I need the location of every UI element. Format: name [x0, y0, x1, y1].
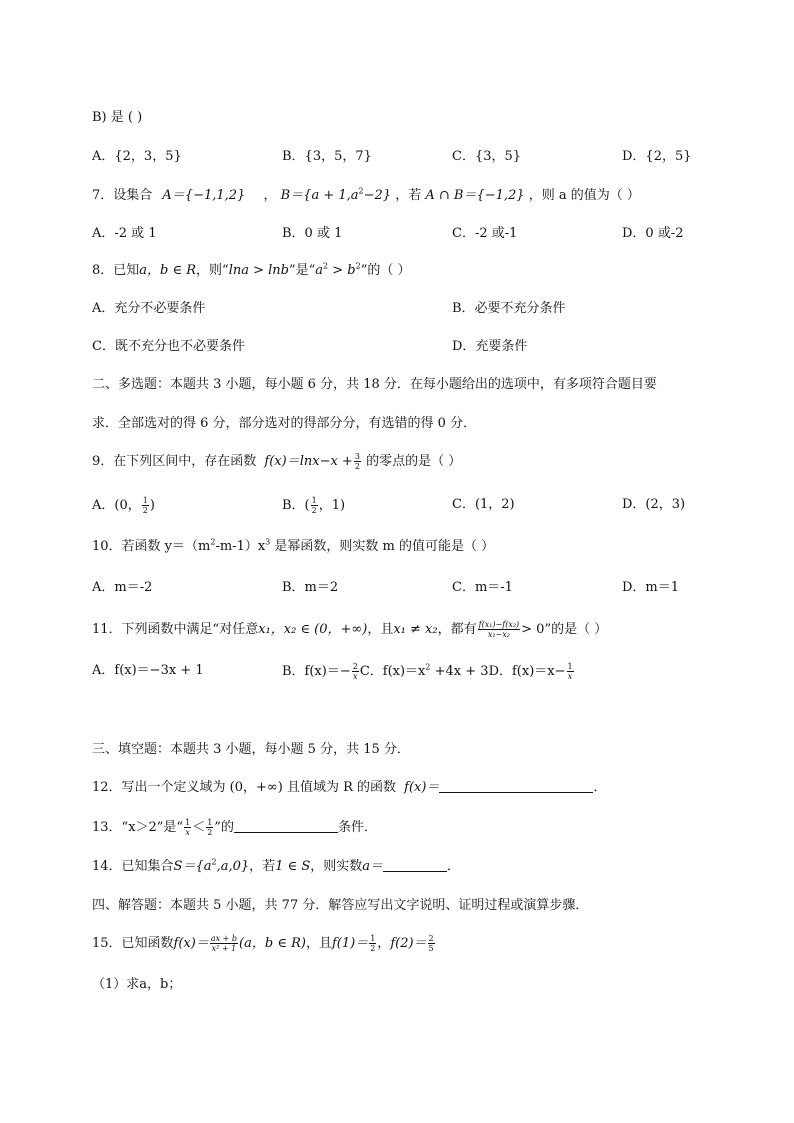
q15-vars: (a，b ∈ R) — [239, 936, 306, 951]
q9-frac-num: 3 — [354, 452, 360, 461]
q10-sup2: 3 — [265, 537, 271, 547]
q10-mid: -m-1）x — [215, 539, 266, 554]
q14-mid2: ，则实数 — [310, 859, 363, 874]
section3-heading: 三、填空题：本题共 3 小题，每小题 5 分，共 15 分． — [92, 742, 410, 757]
q15-f1-num: 1 — [370, 934, 376, 943]
q7-stem: 7．设集合 A＝{−1,1,2} ， $B=\{a + 1,a^2-2\}$ ，若 A ∩ B＝{−1,2} ，则 a 的值为（ ） — [92, 186, 640, 203]
q11-d-den: x — [567, 672, 573, 681]
q7-option-c: C．-2 或-1 — [452, 226, 518, 241]
q10-stem — [92, 538, 494, 556]
q15-fx: f(x)＝ — [173, 936, 209, 951]
q8-q-mid: > b — [328, 263, 356, 278]
q11-options-bcd — [282, 662, 575, 681]
q11-c-sup: 2 — [425, 662, 431, 672]
q6-option-a: A．{2，3，5} — [92, 149, 182, 164]
q13-stem — [92, 818, 377, 837]
q7-mid: ，若 — [395, 188, 422, 203]
q8-is: ”是“ — [288, 263, 316, 278]
q15-prefix: 15．已知函数 — [92, 936, 174, 951]
q13-lt: ＜ — [192, 820, 206, 835]
q15-frac-num: ax + b — [210, 934, 238, 943]
q15-fraction — [210, 934, 238, 953]
q9-prefix: 9．在下列区间中，存在函数 — [92, 454, 257, 469]
q9-fraction — [354, 452, 361, 471]
q15-f1-den: 2 — [370, 944, 376, 953]
q9-tail: 的零点的是（ ） — [366, 454, 462, 469]
q10-sup1: 2 — [210, 537, 216, 547]
q15-stem — [92, 934, 436, 953]
q13-answer-blank[interactable] — [234, 819, 338, 833]
q15-f2-den: 5 — [428, 944, 434, 953]
q14-answer-blank[interactable] — [383, 858, 447, 872]
q15-f2: f(2)＝ — [390, 936, 427, 951]
q8-stem — [92, 262, 411, 280]
q7-option-a: A．-2 或 1 — [92, 226, 157, 241]
q11-option-a: A．f(x)＝−3x + 1 — [92, 663, 204, 678]
q11-d-num: 1 — [567, 662, 573, 671]
q9-frac-den: 2 — [354, 462, 360, 471]
q11-b-pre: B．f(x)＝− — [282, 664, 351, 679]
section2-heading-line1: 二、多选题：本题共 3 小题，每小题 6 分，共 18 分．在每小题给出的选项中，有多项符合题目要 — [92, 377, 657, 392]
q13-mid: ”的 — [214, 820, 234, 835]
q10-option-a: A．m＝-2 — [92, 580, 153, 595]
q7-condition: A ∩ B＝{−1,2} — [425, 188, 525, 203]
q14-cond: 1 ∈ S — [275, 859, 311, 874]
q15-f1-frac — [369, 934, 376, 953]
q12-expr: f(x)＝ — [404, 780, 440, 795]
q9-b-pre: B．( — [282, 498, 310, 513]
section2-heading-line2: 求．全部选对的得 6 分，部分选对的得部分分，有选错的得 0 分． — [92, 416, 477, 431]
q9-option-a — [92, 496, 155, 515]
q9-option-b — [282, 496, 345, 515]
q13-frac1-den: x — [185, 828, 190, 837]
q12-stem — [92, 779, 606, 797]
q8-prefix: 8．已知 — [92, 263, 140, 278]
q11-d-frac — [567, 662, 574, 681]
q9-b-post: ，1) — [318, 498, 346, 513]
q8-option-d: D．充要条件 — [452, 339, 528, 354]
q14-prefix: 14．已知集合 — [92, 859, 174, 874]
q15-f1: f(1)＝ — [331, 936, 369, 951]
q12-prefix: 12．写出一个定义域为 (0，+∞) 且值域为 R 的函数 — [92, 780, 396, 795]
q9-option-c: C．(1，2) — [452, 497, 515, 512]
q9-b-num: 1 — [311, 496, 317, 505]
q13-frac2-den: 2 — [207, 828, 213, 837]
q12-tail: ． — [593, 780, 607, 795]
q6-stem-tail: B) 是 ( ) — [92, 110, 143, 125]
q11-neq: x₁ ≠ x₂ — [393, 622, 438, 637]
q13-prefix: 13．“x＞2”是“ — [92, 820, 184, 835]
q9-a-post: ) — [149, 498, 155, 513]
q7-set-a: A＝{−1,1,2} — [162, 188, 246, 203]
q10-option-d: D．m＝1 — [622, 580, 680, 595]
q6-option-b: B．{3，5，7} — [282, 149, 372, 164]
q12-answer-blank[interactable] — [439, 779, 593, 793]
q8-option-b: B．必要不充分条件 — [452, 301, 566, 316]
q8-then: ，则“ — [196, 263, 229, 278]
q9-b-den: 2 — [311, 506, 317, 515]
q15-part1: （1）求a，b； — [92, 977, 182, 992]
q9-b-frac — [311, 496, 318, 515]
q7-option-b: B．0 或 1 — [282, 226, 343, 241]
q11-tail: ”的是（ ） — [544, 622, 608, 637]
q14-var: a＝ — [362, 859, 384, 874]
q8-proposition-p: lna > lnb — [228, 263, 289, 278]
q7-option-d: D．0 或-2 — [622, 226, 684, 241]
section4-heading: 四、解答题：本题共 5 小题，共 77 分．解答应写出文字说明、证明过程或演算步骤． — [92, 898, 589, 913]
q13-frac1-num: 1 — [185, 818, 191, 827]
q9-stem — [92, 452, 461, 471]
q14-mid: ，若 — [249, 859, 276, 874]
q13-frac2-num: 1 — [207, 818, 213, 827]
q15-mid: ，且 — [305, 936, 332, 951]
q14-sup: 2 — [211, 857, 217, 867]
q9-a-den: 2 — [142, 506, 148, 515]
q14-tail: ． — [447, 859, 461, 874]
q8-q-a: a — [315, 263, 324, 278]
q11-stem — [92, 620, 607, 639]
q8-option-a: A．充分不必要条件 — [92, 301, 206, 316]
q15-sep: ， — [377, 936, 391, 951]
q7-tail: ，则 a 的值为（ ） — [528, 188, 640, 203]
q11-mid: ，且 — [367, 622, 394, 637]
q11-frac-den: x₁−x₂ — [487, 630, 510, 639]
q11-b-frac — [352, 662, 359, 681]
q9-a-num: 1 — [142, 496, 148, 505]
q13-frac2 — [206, 818, 213, 837]
q7-prefix: 7．设集合 — [92, 188, 153, 203]
q14-stem — [92, 858, 460, 876]
q10-option-c: C．m＝-1 — [452, 580, 513, 595]
q10-text: 10．若函数 y＝（m — [92, 539, 211, 554]
q11-fraction — [478, 620, 521, 639]
q11-option-d: D．f(x)＝x− — [488, 664, 566, 679]
q14-set-end: ,a,0} — [216, 859, 250, 874]
q15-frac-den: x² + 1 — [211, 944, 237, 953]
q13-tail: 条件． — [337, 820, 377, 835]
q8-sup1: 2 — [323, 261, 329, 271]
q11-option-c: C．f(x)＝x — [359, 664, 426, 679]
q11-b-num: 2 — [352, 662, 358, 671]
q8-option-c: C．既不充分也不必要条件 — [92, 339, 245, 354]
q11-b-den: x — [353, 672, 358, 681]
q8-sup2: 2 — [355, 261, 361, 271]
q10-tail: 是幂函数，则实数 m 的值可能是（ ） — [270, 539, 495, 554]
q7-set-b: B＝{a + 1,a — [280, 188, 359, 203]
q11-frac-num: f(x₁)−f(x₂) — [478, 620, 520, 629]
q9-a-pre: A．(0， — [92, 498, 141, 513]
q14-set: S＝{a — [173, 859, 212, 874]
q7-set-b-sup: 2 — [358, 186, 364, 196]
q11-c-end: +4x + 3 — [430, 664, 489, 679]
q9-option-d: D．(2，3) — [622, 497, 686, 512]
q11-mid2: ，都有 — [437, 622, 477, 637]
q9-function: f(x)＝lnx−x + — [264, 454, 353, 469]
q7-set-b-end: −2} — [363, 188, 392, 203]
q11-gt: > 0 — [521, 622, 545, 637]
q8-vars: a，b ∈ R — [139, 263, 197, 278]
q6-option-c: C．{3，5} — [452, 149, 522, 164]
q13-frac1 — [184, 818, 191, 837]
q11-prefix: 11．下列函数中满足“对任意 — [92, 622, 259, 637]
q9-a-frac — [142, 496, 149, 515]
q10-option-b: B．m＝2 — [282, 580, 339, 595]
q6-option-d: D．{2，5} — [622, 149, 692, 164]
q11-vars: x₁，x₂ ∈ (0，+∞) — [258, 622, 368, 637]
q8-tail: ”的（ ） — [360, 263, 411, 278]
q15-f2-frac — [428, 934, 435, 953]
q15-f2-num: 2 — [428, 934, 434, 943]
